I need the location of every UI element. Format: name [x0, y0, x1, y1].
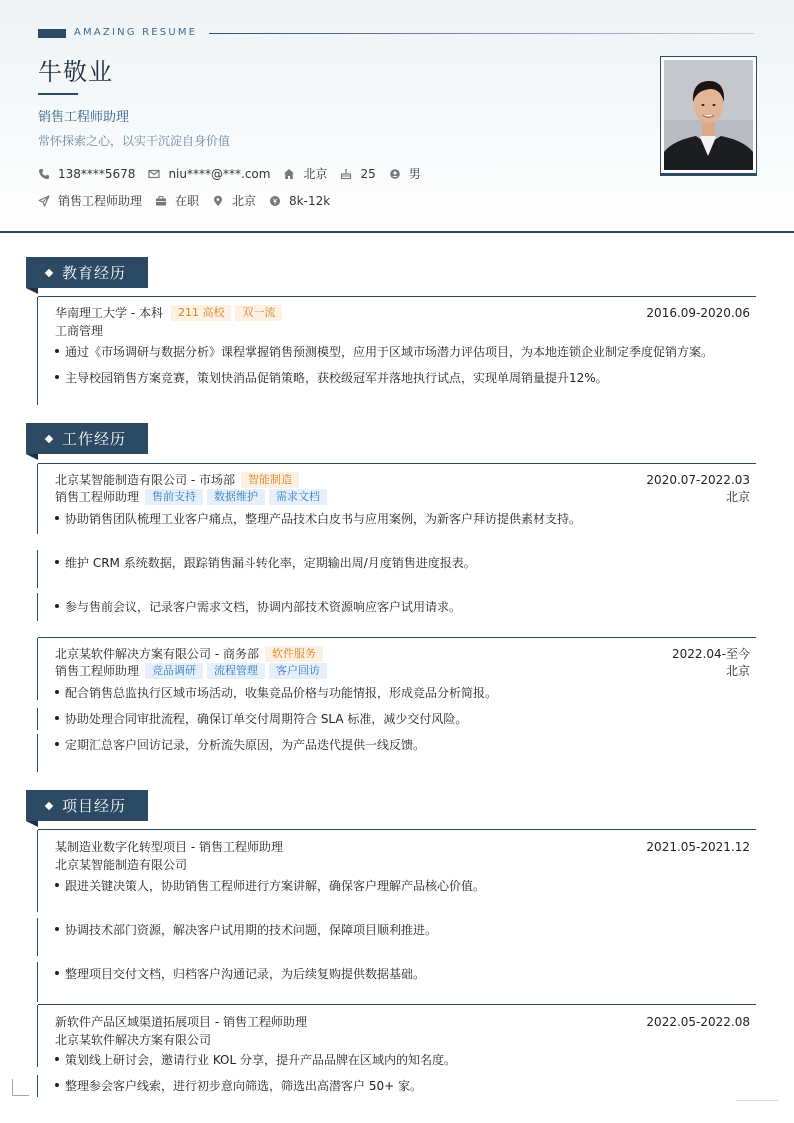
project-header-row: [55, 838, 750, 855]
salary-text: 8k-12k: [289, 193, 331, 208]
contact-home: [283, 165, 327, 182]
project-name: 新软件产品区域渠道拓展项目 - 销售工程师助理: [55, 1015, 307, 1029]
project-name: 某制造业数字化转型项目 - 销售工程师助理: [55, 840, 283, 854]
list-item: 协助销售团队梳理工业客户痛点，整理产品技术白皮书与应用案例，为新客户拜访提供素材支持。: [55, 510, 746, 527]
motto: 常怀探索之心，以实干沉淀自身价值: [38, 134, 231, 148]
phone-text: 138****5678: [58, 166, 136, 181]
page-corner-line: [736, 1100, 778, 1101]
list-item: 协助处理合同审批流程，确保订单交付周期符合 SLA 标准，减少交付风险。: [55, 710, 746, 727]
name-underline: [38, 93, 78, 95]
position-text: 销售工程师助理: [58, 194, 143, 208]
timeline-line: [37, 962, 38, 1002]
list-item: 策划线上研讨会，邀请行业 KOL 分享，提升产品品牌在区域内的知名度。: [55, 1051, 746, 1068]
timeline-line: [37, 638, 38, 700]
tab-fold: [26, 288, 38, 294]
timeline-line: [37, 918, 38, 956]
work-city: 北京: [725, 490, 750, 504]
company-name: 北京某智能制造有限公司 - 市场部: [55, 473, 235, 487]
work-header-row: [55, 471, 750, 488]
skill-tag: 客户回访: [269, 663, 327, 679]
role: 销售工程师助理: [55, 664, 140, 678]
tab-fold: [26, 821, 38, 827]
resume-header: [0, 0, 794, 233]
list-item: 配合销售总监执行区域市场活动，收集竞品价格与功能情报，形成竞品分析简报。: [55, 684, 746, 701]
avatar: [664, 60, 753, 170]
job-title: 销售工程师助理: [38, 110, 130, 125]
school-tag: 211 高校: [171, 305, 232, 321]
intent-city: [212, 192, 256, 209]
contact-email: [148, 167, 270, 181]
list-item: 主导校园销售方案竞赛，策划快消品促销策略，获校级冠军并落地执行试点，实现单周销量提升12%。: [55, 369, 746, 386]
education-block: [38, 296, 756, 405]
list-item: 参与售前会议，记录客户需求文档，协调内部技术资源响应客户试用请求。: [55, 598, 746, 615]
skill-tag: 售前支持: [145, 489, 203, 505]
project-company-row: [55, 856, 750, 873]
salary-icon: [269, 195, 281, 207]
education-header-row: [55, 304, 750, 321]
intent-status: [155, 192, 199, 209]
section-label: 工作经历: [62, 430, 127, 448]
home-icon: [283, 168, 295, 180]
city-text: 北京: [232, 194, 257, 208]
timeline-line: [37, 593, 38, 621]
work-header-row: [55, 645, 750, 662]
list-item: 跟进关键决策人，协助销售工程师进行方案讲解，确保客户理解产品核心价值。: [55, 877, 746, 894]
send-icon: [38, 195, 50, 207]
project-company: 北京某智能制造有限公司: [55, 858, 188, 872]
tab-fold: [26, 454, 38, 460]
skill-tag: 流程管理: [207, 663, 265, 679]
contact-age: [340, 167, 375, 181]
work-block-1: [38, 463, 756, 614]
project-date: 2022.05-2022.08: [646, 1014, 750, 1029]
timeline-line: [37, 734, 38, 772]
list-item: 维护 CRM 系统数据，跟踪销售漏斗转化率，定期输出周/月度销售进度报表。: [55, 554, 746, 571]
project-date: 2021.05-2021.12: [646, 839, 750, 854]
timeline-line: [37, 1005, 38, 1067]
major: 工商管理: [55, 324, 104, 338]
contact-gender: [389, 165, 421, 182]
section-label: 项目经历: [62, 797, 127, 815]
section-work-title: [26, 423, 148, 454]
list-item: 协调技术部门资源，解决客户试用期的技术问题，保障项目顺利推进。: [55, 921, 746, 938]
list-item: 定期汇总客户回访记录，分析流失原因，为产品迭代提供一线反馈。: [55, 736, 746, 753]
email-text: niu****@***.com: [168, 166, 271, 181]
project-block-2: [38, 1004, 756, 1097]
education-date: 2016.09-2020.06: [646, 305, 750, 320]
brand-line: [209, 33, 754, 34]
project-block-1: [38, 829, 756, 1000]
brand-text: AMAZING RESUME: [74, 27, 198, 38]
section-education-title: [26, 257, 148, 288]
candidate-name: 牛敬业: [38, 58, 113, 86]
timeline-line: [37, 550, 38, 588]
work-date: 2020.07-2022.03: [646, 472, 750, 487]
role: 销售工程师助理: [55, 490, 140, 504]
intent-position: [38, 192, 142, 209]
project-company: 北京某软件解决方案有限公司: [55, 1033, 212, 1047]
avatar-frame: [660, 56, 757, 174]
timeline-line: [37, 464, 38, 534]
industry-tag: 软件服务: [265, 646, 323, 662]
gender-icon: [389, 168, 401, 180]
diamond-icon: [45, 268, 53, 276]
skill-tag: 竞品调研: [145, 663, 203, 679]
skill-tag: 需求文档: [269, 489, 327, 505]
list-item: 整理参会客户线索，进行初步意向筛选，筛选出高潜客户 50+ 家。: [55, 1077, 746, 1094]
work-city: 北京: [725, 664, 750, 678]
list-item: 整理项目交付文档，归档客户沟通记录，为后续复购提供数据基础。: [55, 965, 746, 982]
diamond-icon: [45, 801, 53, 809]
project-header-row: [55, 1013, 750, 1030]
company-name: 北京某软件解决方案有限公司 - 商务部: [55, 647, 259, 661]
mail-icon: [148, 168, 160, 180]
age-text: 25: [360, 166, 376, 181]
project-company-row: [55, 1031, 750, 1048]
work-date: 2022.04-至今: [672, 647, 750, 661]
location-icon: [212, 195, 224, 207]
school-tag: 双一流: [235, 305, 282, 321]
gender-text: 男: [408, 167, 421, 181]
timeline-line: [37, 708, 38, 730]
brand-bar: [38, 29, 66, 38]
cake-icon: [340, 168, 352, 180]
diamond-icon: [45, 434, 53, 442]
contact-phone: [38, 167, 135, 181]
timeline-line: [37, 297, 38, 405]
work-role-row: [55, 488, 750, 505]
major-row: [55, 322, 750, 339]
avatar-bottom-bar: [660, 173, 757, 176]
timeline-line: [37, 1075, 38, 1097]
contact-row: [38, 165, 434, 182]
home-text: 北京: [303, 167, 328, 181]
page-corner-mark: [12, 1079, 29, 1096]
industry-tag: 智能制造: [241, 472, 299, 488]
school-name: 华南理工大学 - 本科: [55, 306, 163, 320]
status-text: 在职: [175, 194, 200, 208]
list-item: 通过《市场调研与数据分析》课程掌握销售预测模型，应用于区域市场潜力评估项目，为本地连锁企业制定季度促销方案。: [55, 343, 746, 360]
work-role-row: [55, 662, 750, 679]
work-block-2: [38, 637, 756, 772]
timeline-line: [37, 830, 38, 912]
section-project-title: [26, 790, 148, 821]
intent-salary: [269, 194, 330, 208]
section-label: 教育经历: [62, 264, 127, 282]
phone-icon: [38, 168, 50, 180]
briefcase-icon: [155, 195, 167, 207]
intent-row: [38, 192, 343, 209]
skill-tag: 数据维护: [207, 489, 265, 505]
